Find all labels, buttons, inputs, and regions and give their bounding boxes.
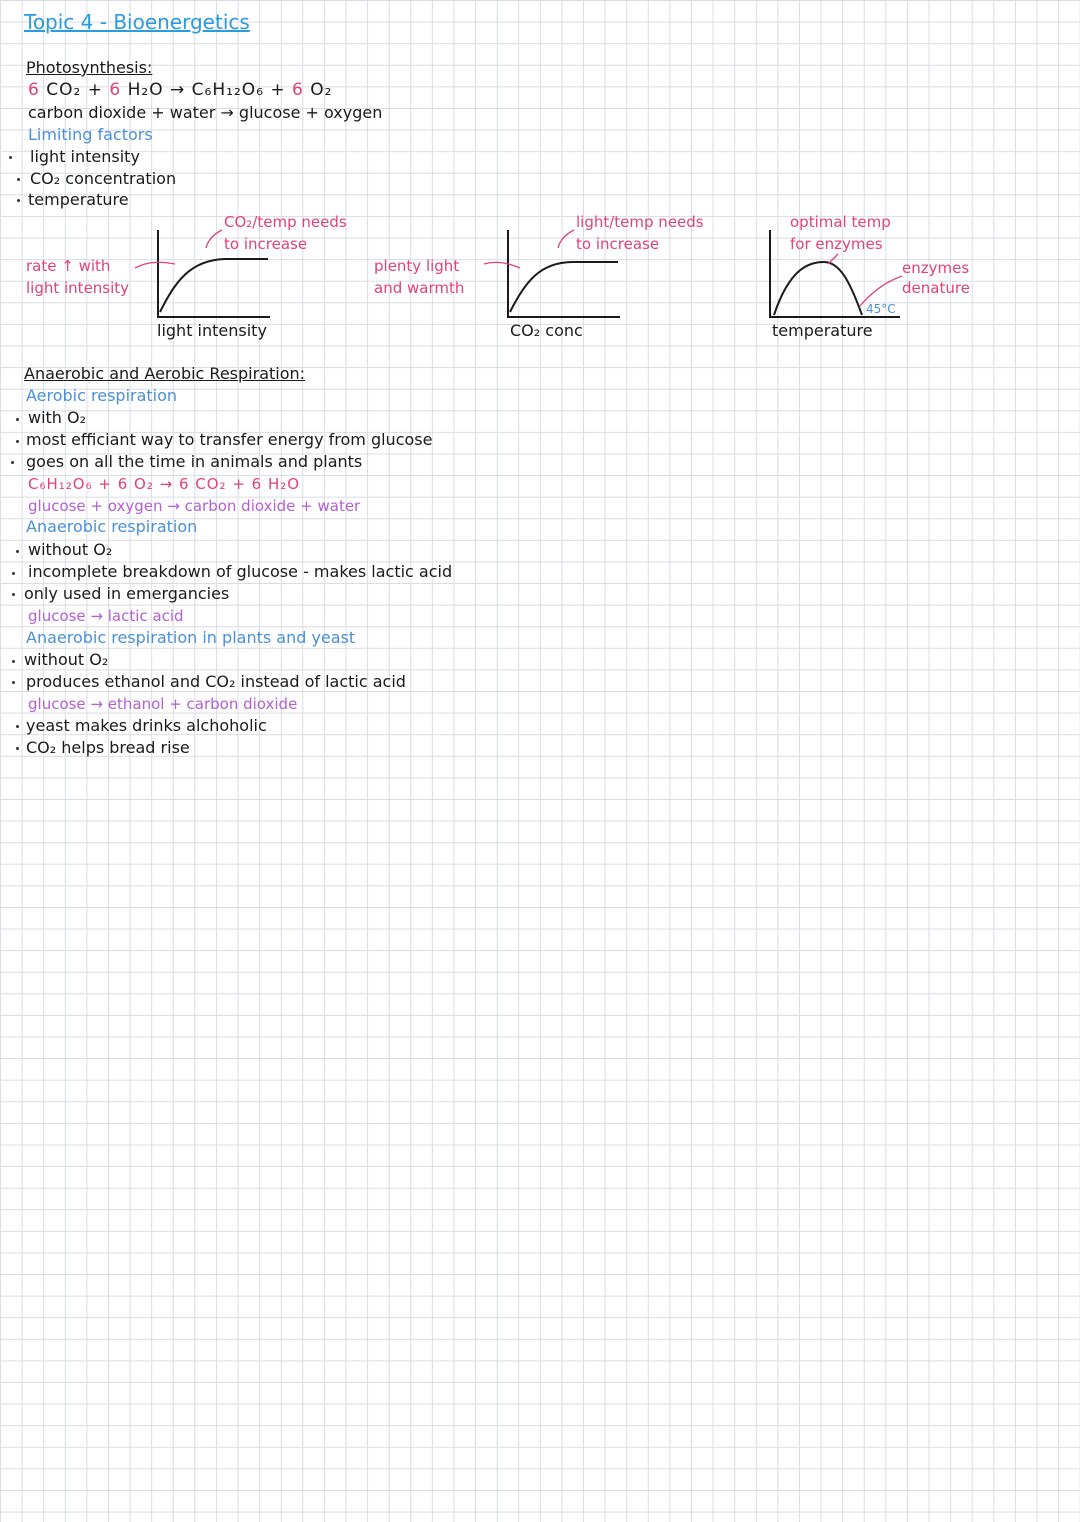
bullet-dot: [16, 440, 19, 443]
graph1-note-top-line1: CO₂/temp needs: [224, 213, 347, 231]
plants-point-2: produces ethanol and CO₂ instead of lactic acid: [26, 672, 406, 691]
aerobic-chemical-equation: C₆H₁₂O₆ + 6 O₂ → 6 CO₂ + 6 H₂O: [28, 475, 301, 493]
bullet-dot: [16, 725, 19, 728]
graph2-note-arrow: [558, 230, 574, 248]
photosynthesis-word-equation: carbon dioxide + water → glucose + oxygen: [28, 103, 383, 122]
graph3-note-top-line1: optimal temp: [790, 213, 891, 231]
graph2-note-top-line1: light/temp needs: [576, 213, 704, 231]
factor-temperature: temperature: [28, 190, 129, 209]
anaerobic-heading: Anaerobic respiration: [26, 517, 198, 536]
yeast-point-2: CO₂ helps bread rise: [26, 738, 190, 757]
graph2-note-left-line1: plenty light: [374, 257, 460, 275]
respiration-heading: Anaerobic and Aerobic Respiration:: [24, 364, 306, 383]
aerobic-point-2: most efficiant way to transfer energy from glucose: [26, 430, 433, 449]
graph1-note-left-line2: light intensity: [26, 279, 130, 297]
bullet-dot: [9, 156, 12, 159]
graph2-pointer-arrow: [484, 262, 520, 268]
eq-reactant-2: H₂O: [127, 80, 164, 100]
eq-product-2: O₂: [310, 80, 333, 100]
graph3-note-right-line1: enzymes: [902, 259, 970, 277]
eq-product-1: C₆H₁₂O₆: [191, 80, 264, 100]
bullet-dot: [12, 660, 15, 663]
eq-arrow: →: [170, 80, 186, 100]
graph3-axes: [770, 230, 900, 317]
limiting-factors-heading: Limiting factors: [28, 125, 153, 144]
bullet-dot: [16, 550, 19, 553]
graph1-note-top-line2: to increase: [224, 235, 308, 253]
bullet-dot: [12, 593, 15, 596]
graph3-note-right-line2: denature: [902, 279, 970, 297]
eq-coef-2: 6: [109, 80, 122, 100]
graph2-note-left-line2: and warmth: [374, 279, 465, 297]
plants-word-equation: glucose → ethanol + carbon dioxide: [28, 695, 298, 713]
eq-coef-1: 6: [28, 80, 40, 100]
graph2-co2-curve: [478, 222, 628, 322]
aerobic-heading: Aerobic respiration: [26, 386, 178, 405]
graph3-optimal-arrow: [828, 254, 838, 264]
graph3-annotation-45c: 45°C: [866, 302, 896, 316]
graph3-xlabel: temperature: [772, 321, 873, 340]
photosynthesis-equation: [28, 80, 332, 100]
eq-plus-2: +: [270, 80, 286, 100]
graph2-curve: [510, 262, 618, 312]
graph3-curve: [774, 262, 862, 315]
yeast-point-1: yeast makes drinks alchoholic: [26, 716, 267, 735]
graph1-xlabel: light intensity: [157, 321, 267, 340]
graph2-xlabel: CO₂ conc: [510, 321, 583, 340]
eq-coef-3: 6: [292, 80, 304, 100]
factor-light-intensity: light intensity: [30, 147, 140, 166]
aerobic-point-3: goes on all the time in animals and plants: [26, 452, 363, 471]
anaerobic-word-equation: glucose → lactic acid: [28, 607, 184, 625]
graph1-curve: [160, 259, 268, 312]
plants-yeast-heading: Anaerobic respiration in plants and yeast: [26, 628, 356, 647]
graph2-axes: [508, 230, 620, 317]
graph1-light-intensity-curve: [130, 222, 280, 322]
aerobic-point-1: with O₂: [28, 408, 87, 427]
photosynthesis-heading: Photosynthesis:: [26, 58, 153, 77]
bullet-dot: [16, 418, 19, 421]
page-title: Topic 4 - Bioenergetics: [24, 10, 250, 34]
eq-reactant-1: CO₂: [46, 80, 82, 100]
graph3-temperature-curve: [760, 222, 910, 322]
graph1-pointer-arrow: [135, 262, 175, 268]
graph1-axes: [158, 230, 270, 317]
graph1-note-arrow: [206, 230, 222, 248]
graph1-note-left-line1: rate ↑ with: [26, 257, 111, 275]
anaerobic-point-1: without O₂: [28, 540, 113, 559]
plants-point-1: without O₂: [24, 650, 109, 669]
bullet-dot: [17, 199, 20, 202]
bullet-dot: [11, 461, 14, 464]
graph3-denature-arrow: [860, 276, 902, 306]
graph3-note-top-line2: for enzymes: [790, 235, 883, 253]
bullet-dot: [16, 747, 19, 750]
factor-co2-concentration: CO₂ concentration: [30, 169, 177, 188]
bullet-dot: [12, 681, 15, 684]
bullet-dot: [17, 178, 20, 181]
graph2-note-top-line2: to increase: [576, 235, 660, 253]
aerobic-word-equation: glucose + oxygen → carbon dioxide + water: [28, 497, 361, 515]
anaerobic-point-2: incomplete breakdown of glucose - makes lactic acid: [28, 562, 453, 581]
anaerobic-point-3: only used in emergancies: [24, 584, 230, 603]
eq-plus-1: +: [87, 80, 103, 100]
bullet-dot: [12, 572, 15, 575]
